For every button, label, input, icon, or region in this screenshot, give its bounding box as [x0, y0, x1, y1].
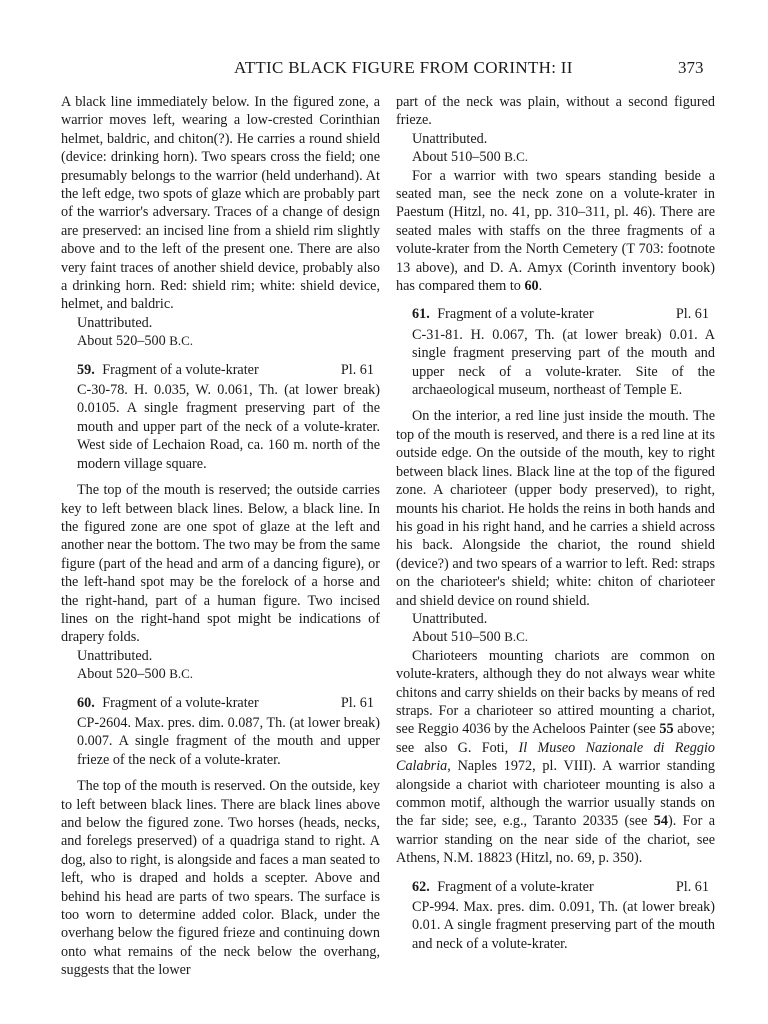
plate-reference: Pl. 61: [340, 694, 374, 711]
entry-62-heading: [396, 878, 715, 896]
catalog-cross-reference: 60: [524, 278, 539, 295]
entry-60-heading: [61, 694, 380, 712]
attribution: Unattributed.: [77, 314, 153, 331]
entry-59-body: The top of the mouth is reserved; the outside carries key to left between black lines. Below, a black line. In the figured zone are one spot of glaze at the left and another near the bottom. The two may be from the same figure (part of the head and arm of a dancing figure), or the left-hand spot may be the forelock of a horse and the right-hand, part of a human figure. Two incised lines on the right-hand spot might be indications of drapery folds.: [61, 482, 380, 646]
plate-reference: Pl. 61: [675, 878, 709, 895]
entry-59-heading: [61, 361, 380, 379]
entry-61-description: C-31-81. H. 0.067, Th. (at lower break) 0.01. A single fragment preserving part of the mouth and upper neck of a volute-krater. Site of the archaeological museum, northeast of Temple E.: [412, 326, 715, 399]
date-line: About 510–500 B.C.: [412, 149, 529, 166]
plate-reference: Pl. 61: [340, 361, 374, 378]
plate-reference: Pl. 61: [675, 306, 709, 323]
catalog-number: 60.: [77, 694, 95, 711]
entry-title: Fragment of a volute-krater: [437, 306, 594, 323]
page-number: 373: [678, 58, 704, 77]
entry-60-body: The top of the mouth is reserved. On the outside, key to left between black lines. There are black lines above and below the figured zone. Two horses (heads, necks, and forelegs preserved) of a quadriga stand to right. A dog, also to right, is alongside and faces a man seated to left, who is draped and holds a scepter. Above and behind his head are parts of two spears. The surface is too worn to determine added color. Black, under the overhang below the figured frieze and continuing down onto what remains of the neck below the overhang, suggests that the lower: [61, 778, 380, 979]
entry-title: Fragment of a volute-krater: [102, 694, 259, 711]
entry-title: Fragment of a volute-krater: [102, 361, 259, 378]
entry-61-heading: [396, 305, 715, 323]
discussion-paragraph: Charioteers mounting chariots are common on volute-kraters, although they do not always wear white chitons and carry shields on their backs by means of red straps. For a charioteer so attired mounting a chariot, see Reggio 4036 by the Acheloos Painter (see 55 above; see also G. Foti, Il Museo Nazionale di Reggio Calabria, Naples 1972, pl. VIII). A warrior standing alongside a chariot with charioteer mounting is also a common motif, although the warrior usually stands on the far side; see, e.g., Taranto 20335 (see 54). For a warrior standing on the near side of the chariot, see Athens, N.M. 18823 (Hitzl, no. 69, p. 350).: [396, 647, 716, 867]
date-line: About 520–500 B.C.: [77, 666, 194, 683]
running-title: ATTIC BLACK FIGURE FROM CORINTH: II: [234, 58, 573, 77]
running-head: [0, 58, 768, 82]
date-line: About 520–500 B.C.: [77, 333, 194, 350]
left-column: [61, 93, 380, 980]
attribution: Unattributed.: [77, 647, 153, 664]
attribution: Unattributed.: [412, 610, 488, 627]
date-line: About 510–500 B.C.: [412, 629, 529, 646]
attribution: Unattributed.: [412, 130, 488, 147]
catalog-number: 59.: [77, 361, 95, 378]
entry-59-description: C-30-78. H. 0.035, W. 0.061, Th. (at lower break) 0.0105. A single fragment preserving part of the mouth and upper part of the neck of a volute-krater. West side of Lechaion Road, ca. 160 m. north of the modern village square.: [77, 382, 380, 472]
catalog-number: 61.: [412, 306, 430, 323]
entry-61-body: On the interior, a red line just inside the mouth. The top of the mouth is reserved, and there is a red line at its outside edge. On the outside of the mouth, key to right between black lines. Black line at the top of the figured zone. A charioteer (upper body preserved), to right, mounts his chariot. He holds the reins in both hands and his goad in his right hand, and he carries a shield across his back. Alongside the chariot, the round shield (device?) and two spears of a warrior to left. Red: straps on the charioteer's shield; white: chiton of charioteer and shield device on round shield.: [396, 408, 715, 609]
catalog-cross-reference: 55: [659, 721, 674, 738]
paragraph: For a warrior with two spears standing beside a seated man, see the neck zone on a volute-krater in Paestum (Hitzl, no. 41, pp. 310–311, pl. 46). There are seated males with staffs on the three fragments of a volute-krater from the North Cemetery (T 703: footnote 13 above), and D. A. Amyx (Corinth inventory book) has compared them to 60.: [396, 167, 715, 295]
entry-title: Fragment of a volute-krater: [437, 878, 594, 895]
right-column: [396, 93, 715, 961]
entry-60-description: CP-2604. Max. pres. dim. 0.087, Th. (at lower break) 0.007. A single fragment of the mouth and upper frieze of the neck of a volute-krater.: [77, 714, 380, 768]
entry-62-description: CP-994. Max. pres. dim. 0.091, Th. (at lower break) 0.01. A single fragment preserving part of the mouth and neck of a volute-krater.: [412, 899, 715, 952]
paragraph: A black line immediately below. In the figured zone, a warrior moves left, wearing a low-crested Corinthian helmet, baldric, and chiton(?). He carries a round shield (device: drinking horn). Two spears cross the field; one presumably belongs to the warrior (held underhand). At the left edge, two spots of glaze which are probably part of the warrior's adversary. Traces of a change of design are preserved: an incised line from a shield rim slightly above and to the left of the present one. There are also very faint traces of another shield device, probably also a drinking horn. Red: shield rim; white: shield device, helmet, and baldric.: [61, 94, 380, 313]
catalog-cross-reference: 54: [653, 813, 668, 830]
catalog-number: 62.: [412, 878, 430, 895]
paragraph: part of the neck was plain, without a second figured frieze.: [396, 94, 715, 129]
book-title: Il Museo Nazionale di Reggio Calabria: [396, 739, 715, 775]
